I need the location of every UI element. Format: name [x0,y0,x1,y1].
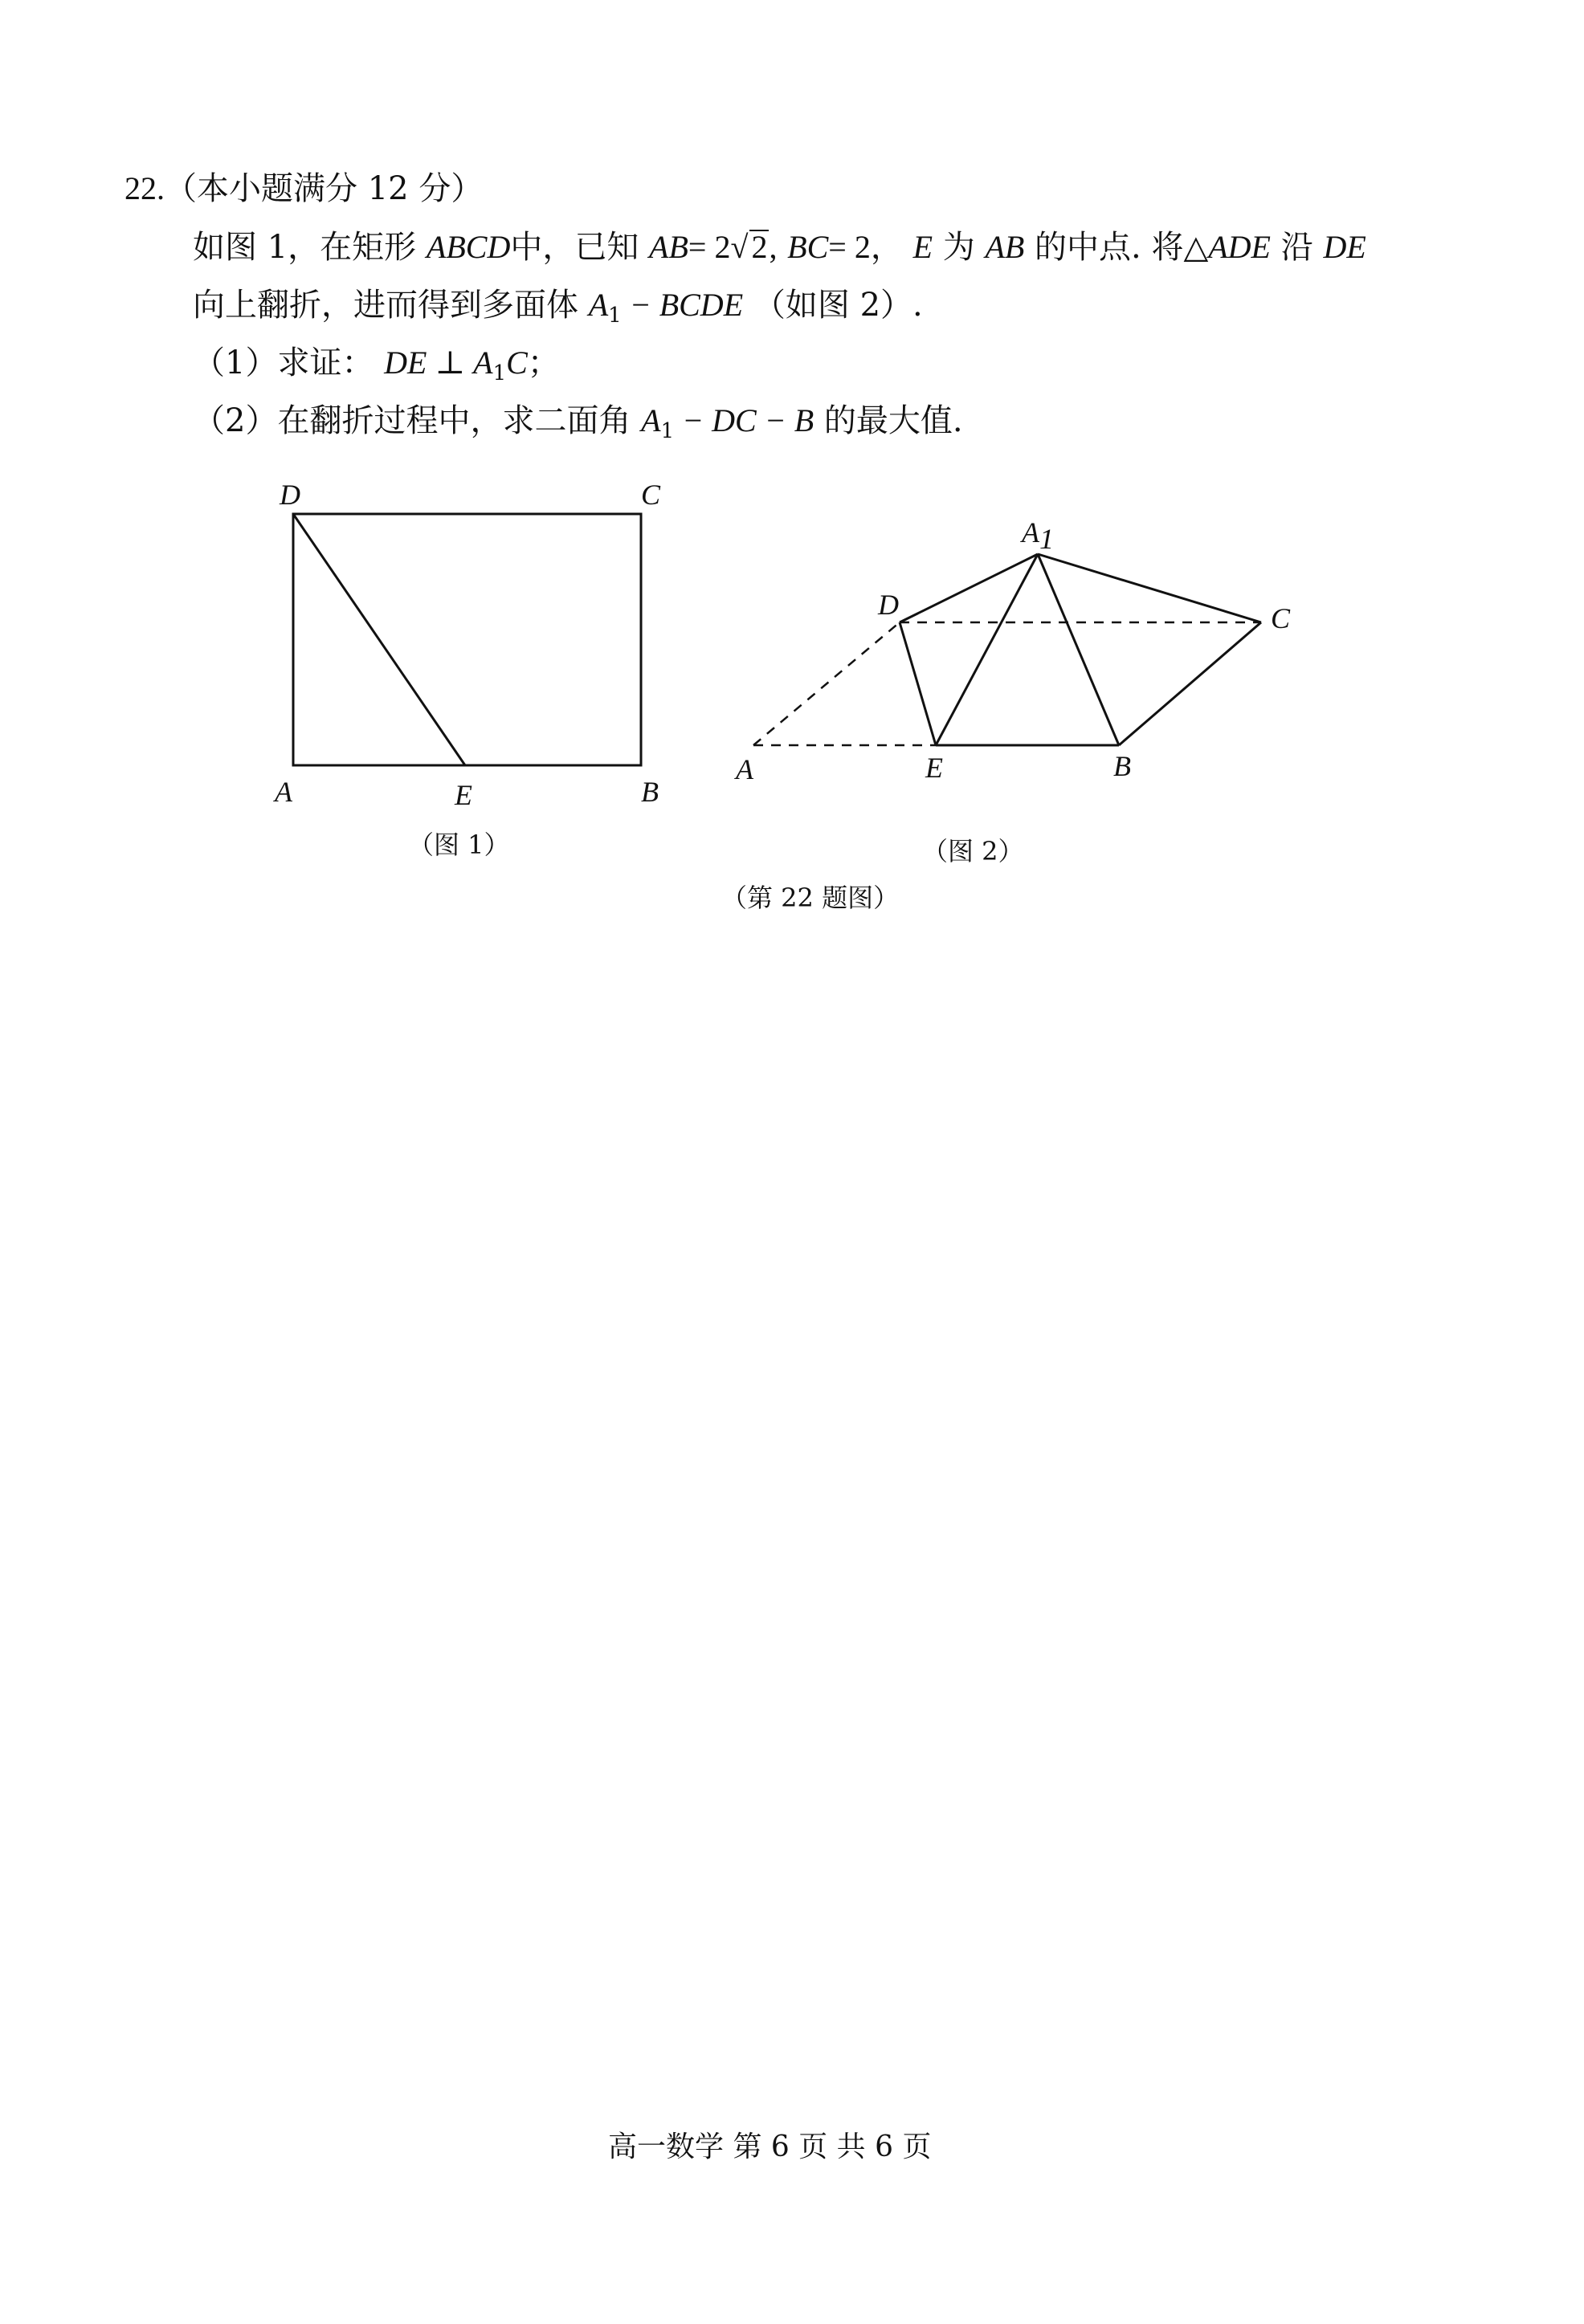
label-e: E [925,752,943,784]
label-c: C [641,479,661,511]
segment-de [293,514,465,765]
label-c: C [1271,602,1291,634]
question-part1: （1）求证： DE ⊥ $A_1C$； [193,345,560,385]
label-a1: A1 [1022,516,1054,555]
dashed-ad [753,622,900,745]
edge-a1c [1038,554,1261,622]
label-d: D [878,589,899,621]
question-header [125,169,483,209]
question-intro-line2: 向上翻折，进而得到多面体 $A_1$ − BCDE （如图 2）. [193,287,923,328]
label-a: A [275,776,292,808]
figure-1 [257,474,691,811]
label-e: E [455,779,472,811]
label-d: D [280,479,300,511]
figure-2 [731,506,1309,795]
label-b: B [641,776,659,808]
edge-bc [1119,622,1261,745]
figure-2-caption: （图 2） [922,836,1024,866]
edge-de [900,622,936,745]
label-a: A [736,753,753,785]
edge-a1e [936,554,1038,745]
label-b: B [1113,750,1131,782]
question-figure-caption: （第 22 题图） [721,883,900,913]
question-number: 22. [125,170,165,206]
sqrt-sign: √ [730,229,749,265]
edge-a1d [900,554,1038,622]
page-footer: 高一数学 第 6 页 共 6 页 [608,2130,932,2163]
question-intro-line1: 如图 1，在矩形 ABCD中，已知 AB= 2√ 2, BC= 2， E 为 AB 的中点. 将△ADE 沿 DE [193,229,1366,266]
edge-a1b [1038,554,1119,745]
figure-1-caption: （图 1） [408,830,510,860]
question-part2: （2）在翻折过程中，求二面角 $A_1$ − DC − B 的最大值. [193,402,963,443]
question-points: （本小题满分 12 分） [165,170,484,207]
rectangle-abcd [293,514,641,765]
